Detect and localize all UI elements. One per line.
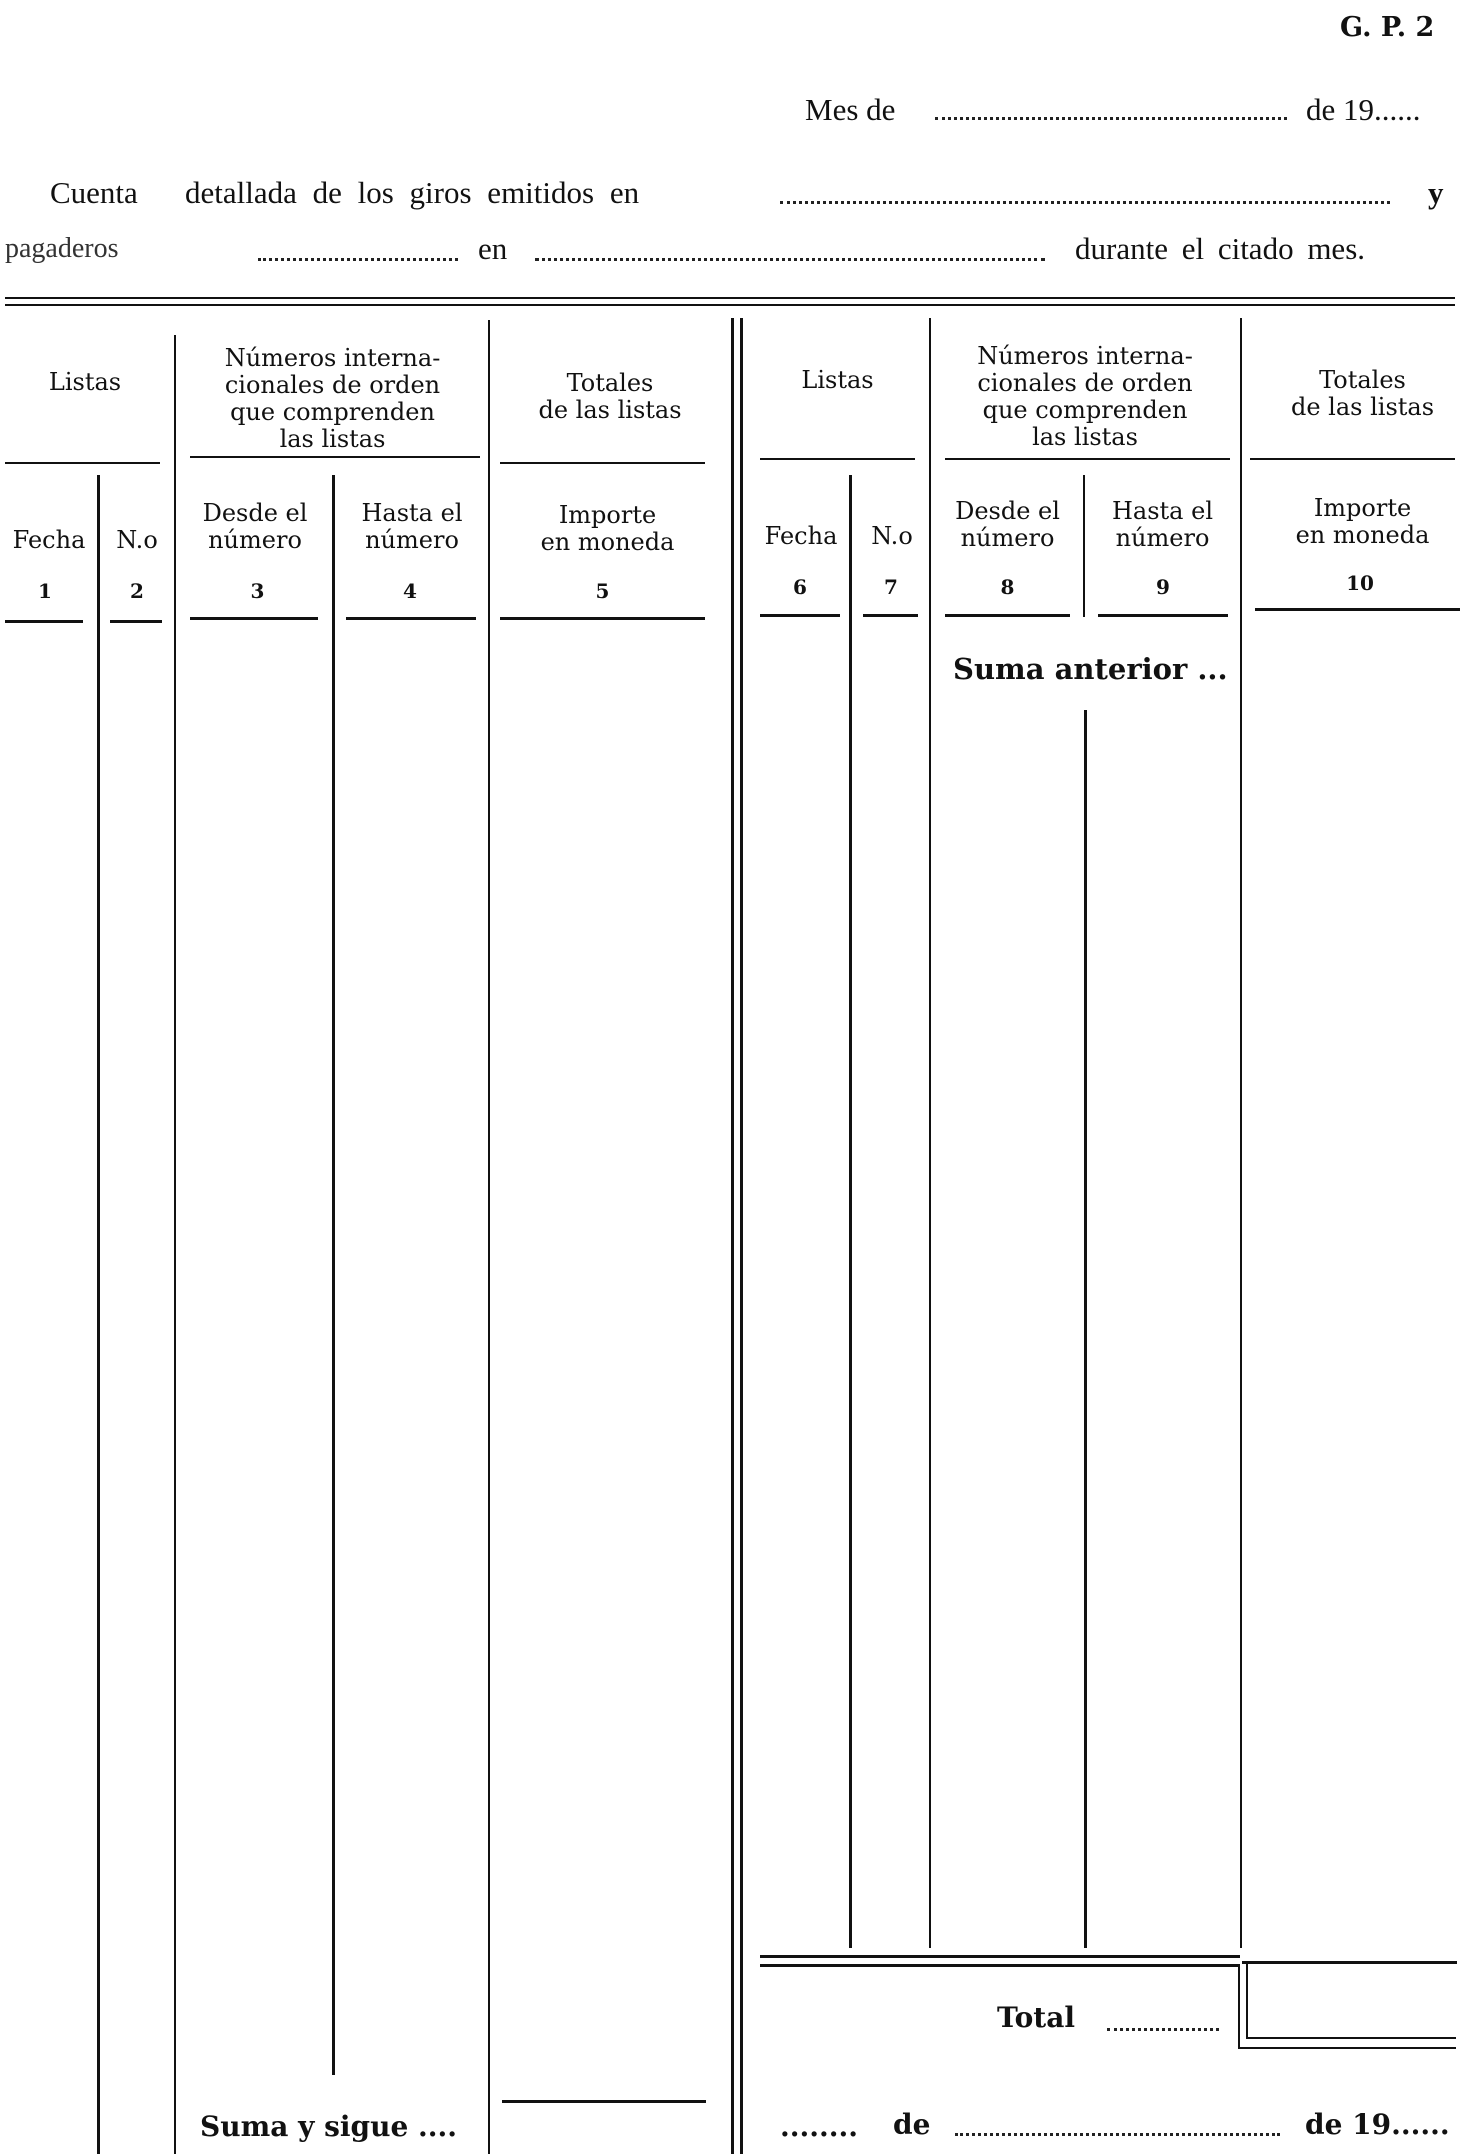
right-totales-l2: de las listas bbox=[1290, 393, 1435, 421]
left-desde-l1: Desde el bbox=[202, 499, 308, 527]
right-hasta bbox=[1090, 498, 1235, 552]
right-listas: Listas bbox=[801, 366, 874, 394]
total-rule-top-1 bbox=[760, 1955, 1240, 1958]
left-numeros-l4: las listas bbox=[279, 425, 386, 453]
right-numeros-rule bbox=[945, 458, 1230, 460]
left-importe-l2: en moneda bbox=[540, 528, 675, 556]
left-totales-header bbox=[495, 370, 725, 424]
right-vline-b bbox=[1240, 318, 1242, 1948]
right-numeros-header bbox=[935, 343, 1235, 451]
suma-anterior: Suma anterior ... bbox=[953, 652, 1228, 686]
right-fecha: Fecha bbox=[764, 522, 838, 550]
right-colrule-8 bbox=[945, 614, 1070, 617]
left-desde-l2: número bbox=[208, 526, 302, 554]
center-divider-1 bbox=[731, 318, 734, 2154]
payable-blank[interactable] bbox=[258, 258, 458, 261]
total-vline-2 bbox=[1246, 1964, 1248, 2039]
left-vline-fecha bbox=[97, 475, 100, 2154]
total-blank[interactable] bbox=[1107, 2028, 1219, 2031]
total-rule-bottom-1 bbox=[1246, 2037, 1456, 2039]
left-numero: N.o bbox=[116, 526, 158, 554]
right-importe bbox=[1250, 495, 1475, 549]
right-hasta-l2: número bbox=[1115, 524, 1210, 552]
suma-y-sigue: Suma y sigue .... bbox=[200, 2110, 458, 2143]
right-totales-l1: Totales bbox=[1319, 366, 1406, 394]
footer-de2: de 19...... bbox=[1305, 2108, 1450, 2141]
right-colnum-9: 9 bbox=[1156, 575, 1170, 599]
left-colnum-2: 2 bbox=[130, 579, 144, 603]
left-colnum-4: 4 bbox=[403, 579, 417, 603]
right-numero: N.o bbox=[871, 522, 913, 550]
emitted-in-blank[interactable] bbox=[780, 201, 1390, 204]
left-desde bbox=[180, 500, 330, 554]
left-vline-desde bbox=[332, 475, 335, 2075]
right-colrule-9 bbox=[1098, 614, 1228, 617]
right-colrule-10 bbox=[1255, 608, 1460, 611]
left-numeros-rule bbox=[190, 456, 480, 458]
right-vline-desde bbox=[1084, 710, 1087, 1948]
line2-start: pagaderos bbox=[5, 233, 119, 264]
total-rule-top-right bbox=[1242, 1961, 1457, 1964]
left-hasta bbox=[338, 500, 486, 554]
left-importe bbox=[495, 502, 720, 556]
left-totales-l1: Totales bbox=[566, 369, 654, 397]
right-desde-l2: número bbox=[960, 524, 1055, 552]
month-blank[interactable] bbox=[935, 117, 1287, 120]
right-listas-rule bbox=[760, 458, 915, 460]
right-totales-header bbox=[1250, 367, 1475, 421]
left-colrule-5 bbox=[500, 617, 705, 620]
footer-de1: de bbox=[893, 2108, 931, 2141]
right-importe-l1: Importe bbox=[1313, 494, 1412, 522]
left-totales-l2: de las listas bbox=[538, 396, 682, 424]
line2-end: durante el citado mes. bbox=[1075, 231, 1366, 266]
right-vline-desde-top bbox=[1083, 475, 1085, 617]
total-vline-1 bbox=[1238, 1964, 1240, 2049]
left-numeros-l3: que comprenden bbox=[230, 398, 435, 426]
form-code: G. P. 2 bbox=[1340, 12, 1435, 43]
left-colnum-5: 5 bbox=[595, 579, 610, 603]
right-colrule-7 bbox=[863, 614, 918, 617]
line1-start: Cuenta bbox=[50, 175, 138, 210]
right-colnum-10: 10 bbox=[1346, 571, 1374, 595]
right-totales-rule bbox=[1250, 458, 1455, 460]
left-hasta-l2: número bbox=[365, 526, 459, 554]
right-numeros-l3: que comprenden bbox=[982, 396, 1188, 424]
left-colrule-3 bbox=[190, 617, 318, 620]
left-numeros-header bbox=[180, 345, 485, 453]
left-importe-l1: Importe bbox=[558, 501, 657, 529]
right-colnum-7: 7 bbox=[884, 575, 898, 599]
left-listas: Listas bbox=[48, 368, 122, 396]
left-numeros-l1: Números interna- bbox=[224, 344, 441, 372]
line1-mid: detallada de los giros emitidos en bbox=[185, 175, 640, 210]
left-hasta-l1: Hasta el bbox=[361, 499, 463, 527]
year-label: de 19...... bbox=[1306, 92, 1421, 127]
center-divider-2 bbox=[740, 318, 743, 2154]
right-hasta-l1: Hasta el bbox=[1111, 497, 1213, 525]
left-colrule-4 bbox=[346, 617, 476, 620]
payable-in-blank[interactable] bbox=[535, 258, 1045, 261]
right-numeros-l1: Números interna- bbox=[977, 342, 1193, 370]
left-listas-rule bbox=[5, 462, 160, 464]
right-vline-fecha bbox=[849, 475, 852, 1948]
left-vline-b bbox=[488, 320, 490, 2154]
left-vline-a bbox=[174, 335, 176, 2154]
left-colnum-1: 1 bbox=[38, 579, 52, 603]
left-numeros-l2: cionales de orden bbox=[224, 371, 441, 399]
left-totales-rule bbox=[500, 462, 705, 464]
left-fecha: Fecha bbox=[12, 526, 86, 554]
right-importe-l2: en moneda bbox=[1295, 521, 1430, 549]
total-label: Total bbox=[997, 2001, 1076, 2034]
top-rule-1 bbox=[5, 297, 1455, 299]
right-colnum-8: 8 bbox=[1000, 575, 1015, 599]
right-desde-l1: Desde el bbox=[955, 497, 1060, 525]
line2-mid: en bbox=[478, 231, 508, 266]
left-colnum-3: 3 bbox=[250, 579, 265, 603]
footer-day-blank[interactable] bbox=[955, 2133, 1280, 2136]
right-colnum-6: 6 bbox=[793, 575, 807, 599]
left-total-rule bbox=[502, 2100, 706, 2103]
month-label: Mes de bbox=[805, 92, 896, 127]
right-numeros-l2: cionales de orden bbox=[977, 369, 1193, 397]
footer-place-dots: ........ bbox=[780, 2110, 858, 2143]
left-colrule-1 bbox=[5, 620, 83, 623]
total-rule-bottom-2 bbox=[1238, 2047, 1456, 2049]
line1-end: y bbox=[1428, 175, 1444, 210]
right-numeros-l4: las listas bbox=[1032, 423, 1138, 451]
left-colrule-2 bbox=[110, 620, 162, 623]
right-desde bbox=[935, 498, 1080, 552]
right-colrule-6 bbox=[760, 614, 840, 617]
total-rule-top-2 bbox=[760, 1964, 1238, 1967]
right-vline-a bbox=[929, 318, 931, 1948]
top-rule-2 bbox=[5, 304, 1455, 306]
